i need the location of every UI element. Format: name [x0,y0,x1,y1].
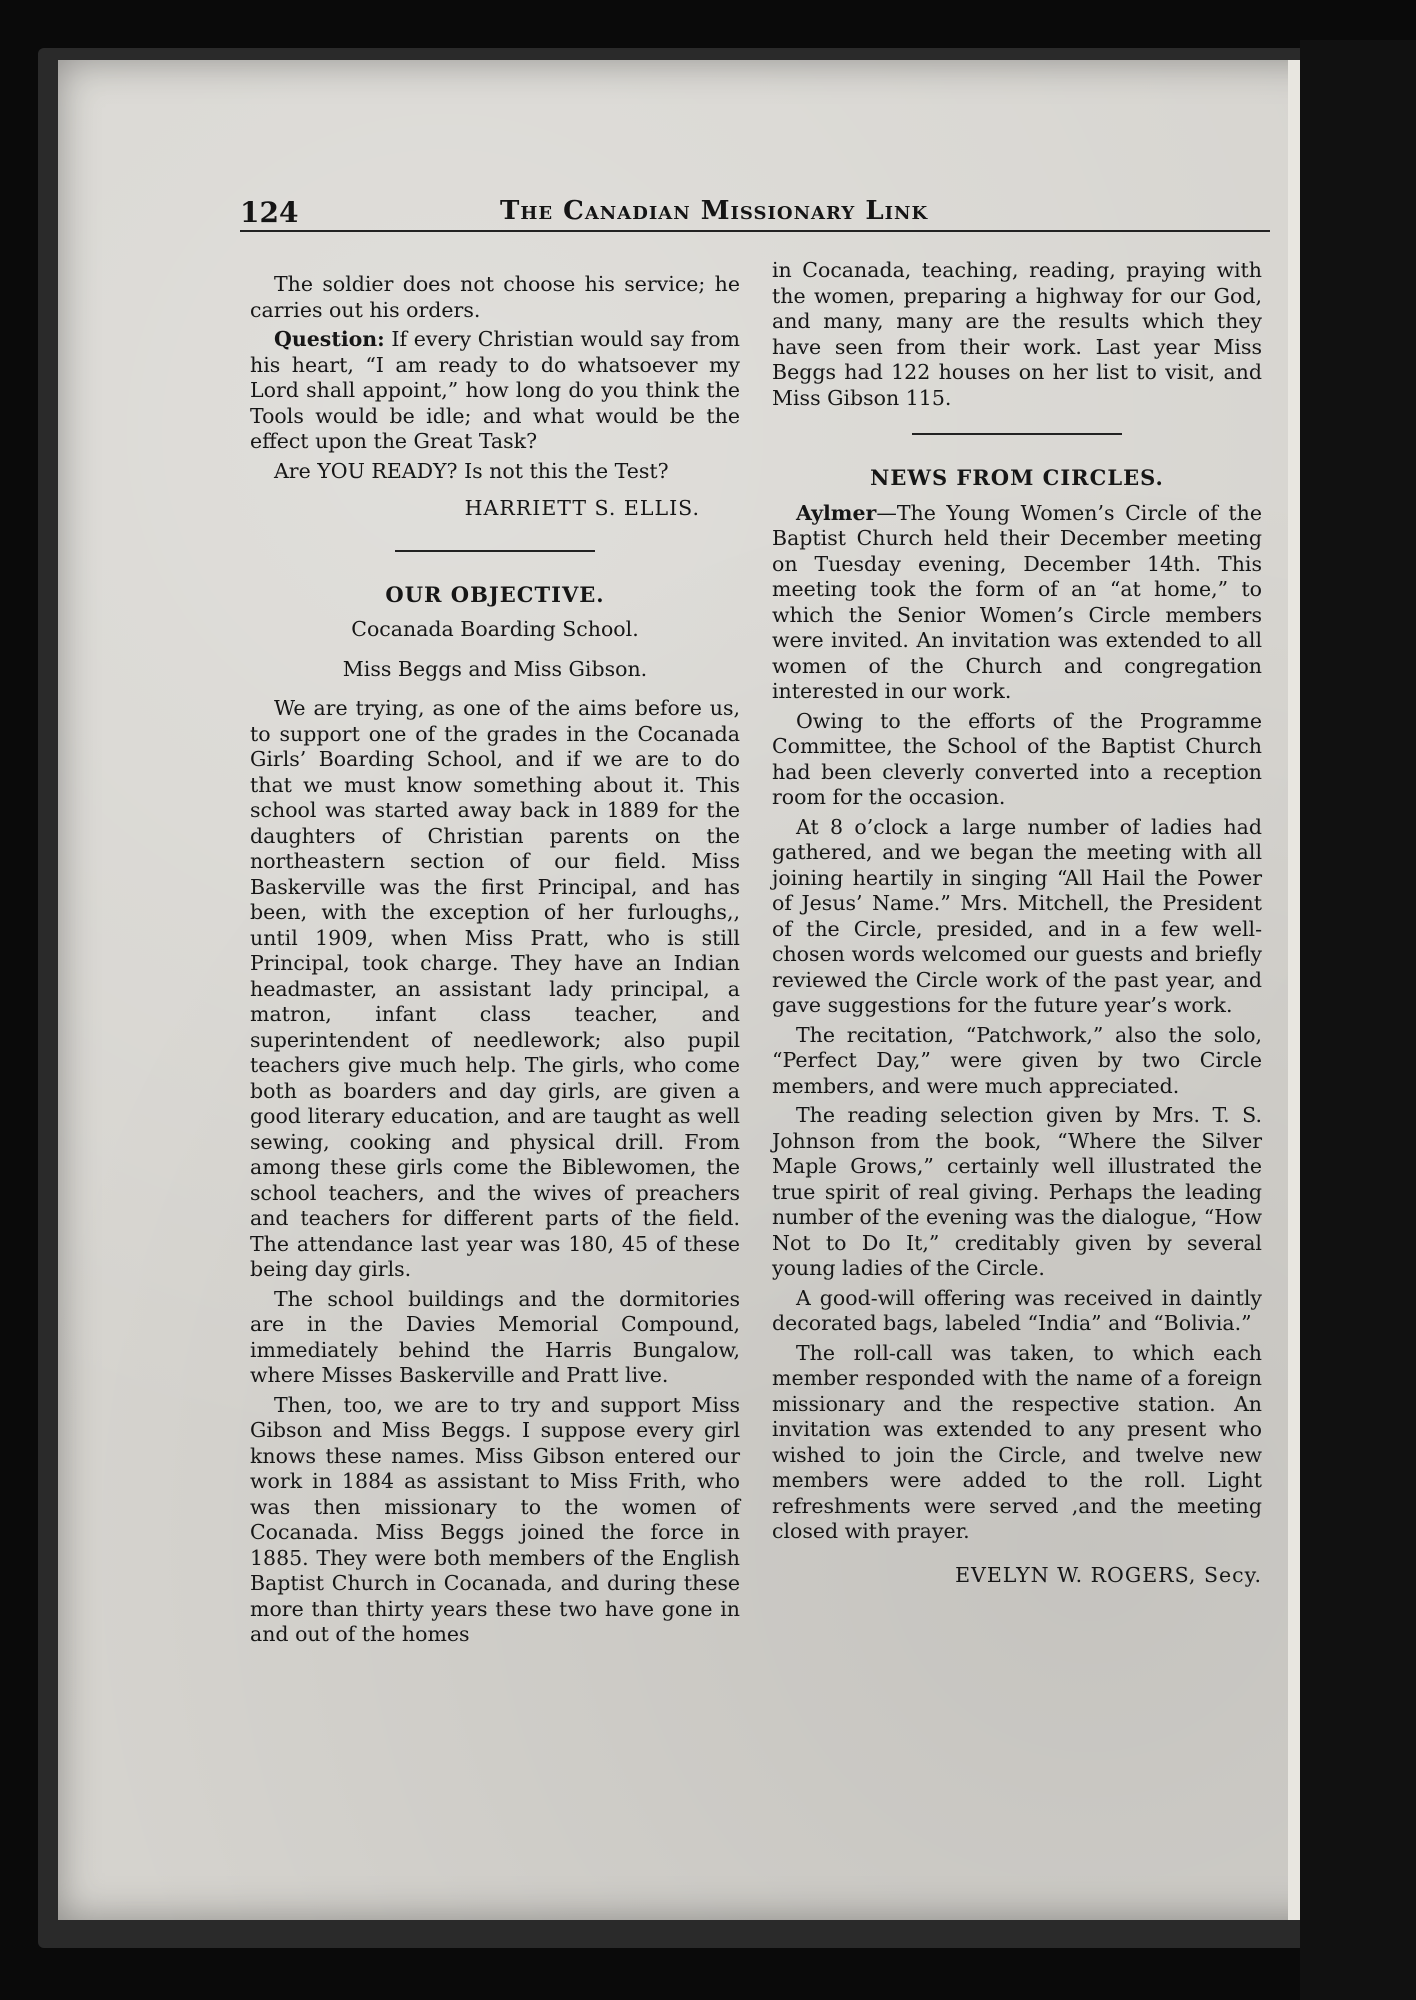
paragraph-text: —The Young Women’s Circle of the Baptist Church held their December meeting on Tuesday evening, December 14th. This meeting took the form of an “at home,” to which the Senior Women’s Circle members were invited. An invitation was extended to all women of the Church and congregation interested in our work. [772,500,1262,703]
page-header [240,190,1270,232]
section-divider [395,550,595,552]
paragraph: The reading selection given by Mrs. T. S. Johnson from the book, “Where the Silver Maple Grows,” certainly well illustrated the true spirit of real giving. Perhaps the leading number of the evening was the dialogue, “How Not to Do It,” creditably given by several young ladies of the Circle. [772,1103,1262,1280]
article-heading: OUR OBJECTIVE. [385,581,605,607]
running-title: The Canadian Missionary Link [500,196,929,226]
paragraph: The soldier does not choose his service; he carries out his orders. [250,272,740,322]
paragraph [772,501,1262,705]
paragraph-lead: Question: [274,327,385,351]
paragraph: in Cocanada, teaching, reading, praying with the women, preparing a highway for our God, and many, many are the results which they have seen from their work. Last year Miss Beggs had 122 houses on her list to visit, and Miss Gibson 115. [772,258,1262,410]
section-heading: NEWS FROM CIRCLES. [870,465,1164,490]
paragraph: Owing to the efforts of the Programme Committee, the School of the Baptist Church had been cleverly converted into a reception room for the occasion. [772,708,1262,809]
section-divider [912,433,1122,435]
author-signature: HARRIETT S. ELLIS. [464,496,700,520]
secretary-signature: EVELYN W. ROGERS, Secy. [955,1562,1262,1587]
left-column [250,272,740,1652]
paragraph [250,327,740,455]
article-subheading: Miss Beggs and Miss Gibson. [342,656,648,681]
right-column [772,258,1262,1588]
paragraph: We are trying, as one of the aims before us, to support one of the grades in the Cocanada Girls’ Boarding School, and if we are to do that we must know something about it. This school was started away back in 1889 for the daughters of Christian parents on the northeastern section of our field. Miss Baskerville was the first Principal, and has been, with the exception of her furloughs,, until 1909, when Miss Pratt, who is still Principal, took charge. They have an Indian headmaster, an assistant lady principal, a matron, infant class teacher, and superintendent of needlework; also pupil teachers give much help. The girls, who come both as boarders and day girls, are given a good literary education, and are taught as well sewing, cooking and physical drill. From among these girls come the Biblewomen, the school teachers, and the wives of preachers and teachers for different parts of the field. The attendance last year was 180, 45 of these being day girls. [250,696,740,1281]
paragraph: Are YOU READY? Is not this the Test? [274,458,669,483]
article-subheading: Cocanada Boarding School. [351,617,639,641]
paragraph: The roll-call was taken, to which each member responded with the name of a foreign missionary and the respective station. An invitation was extended to any present who wished to join the Circle, and twelve new members were added to the roll. Light refreshments were served ,and the meeting closed with prayer. [772,1340,1262,1543]
paragraph-text: If every Christian would say from his heart, “I am ready to do whatsoever my Lord shall appoint,” how long do you think the Tools would be idle; and what would be the effect upon the Great Task? [250,327,740,453]
paragraph: The recitation, “Patchwork,” also the solo, “Perfect Day,” were given by two Circle members, and were much appreciated. [772,1022,1262,1098]
scan-background-strip [1300,40,1416,2000]
paragraph: The school buildings and the dormitories are in the Davies Memorial Compound, immediately behind the Harris Bungalow, where Misses Baskerville and Pratt live. [250,1286,740,1387]
paragraph: A good-will offering was received in daintly decorated bags, labeled “India” and “Bolivia.” [772,1285,1262,1335]
paragraph: Then, too, we are to try and support Miss Gibson and Miss Beggs. I suppose every girl knows these names. Miss Gibson entered our work in 1884 as assistant to Miss Frith, who was then missionary to the women of Cocanada. Miss Beggs joined the force in 1885. They were both members of the English Baptist Church in Cocanada, and during these more than thirty years these two have gone in and out of the homes [250,1392,740,1646]
paragraph: At 8 o’clock a large number of ladies had gathered, and we began the meeting with all joining heartily in singing “All Hail the Power of Jesus’ Name.” Mrs. Mitchell, the President of the Circle, presided, and in a few well-chosen words welcomed our guests and briefly reviewed the Circle work of the past year, and gave suggestions for the future year’s work. [772,814,1262,1017]
page-number: 124 [240,196,299,229]
paragraph-lead: Aylmer [796,500,877,525]
